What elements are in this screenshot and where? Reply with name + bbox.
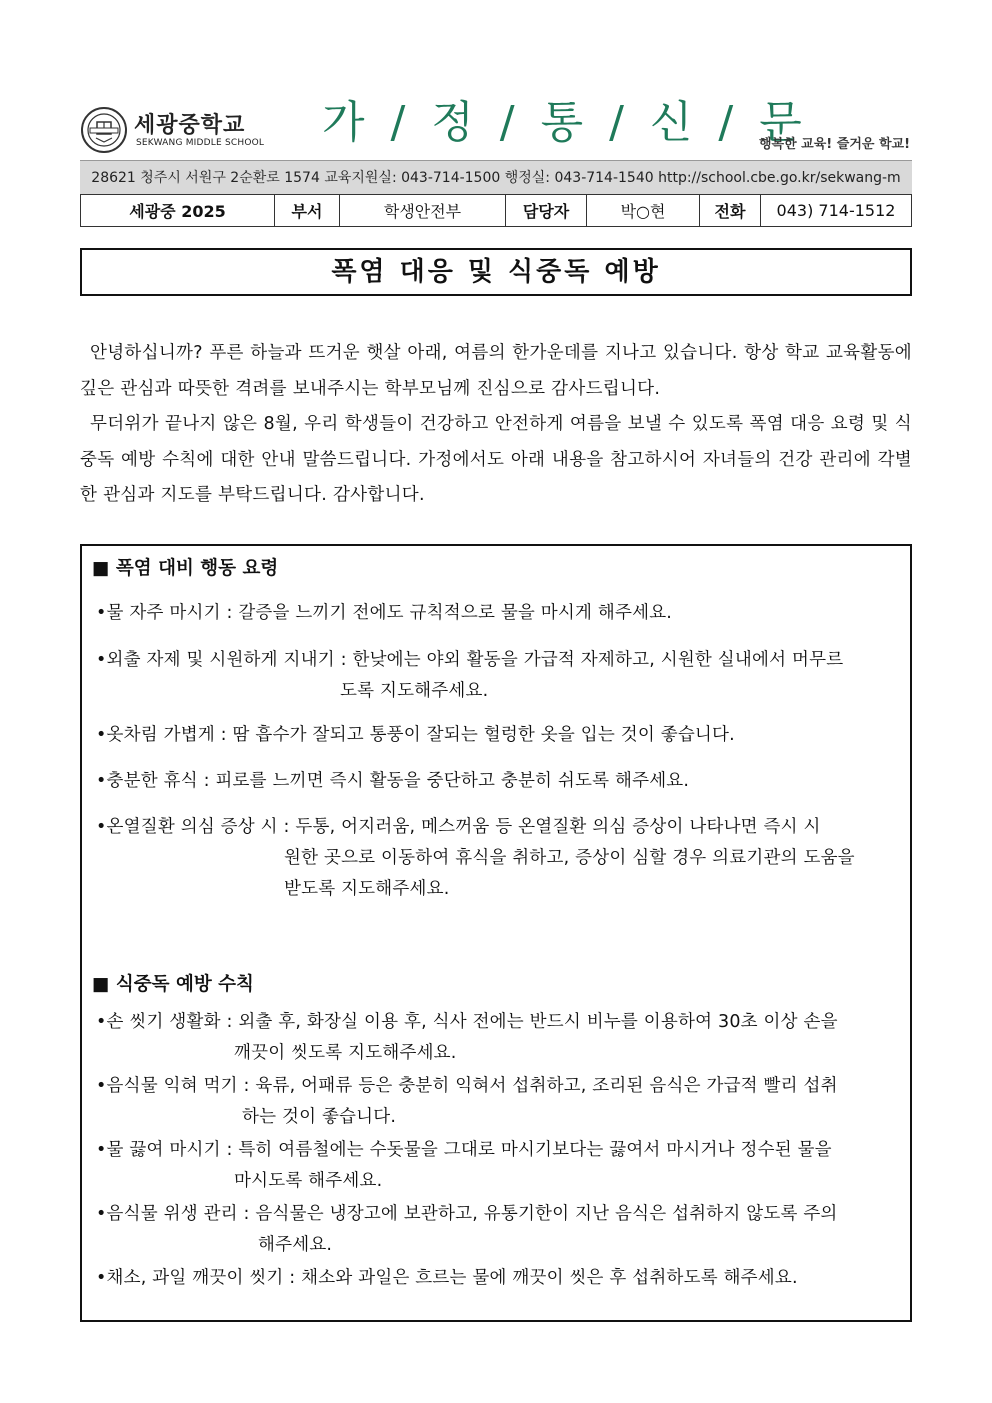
list-item: •음식물 위생 관리 : 음식물은 냉장고에 보관하고, 유통기한이 지난 음식은 섭취하지 않도록 주의 해주세요. [96, 1199, 904, 1261]
list-item: •외출 자제 및 시원하게 지내기 : 한낮에는 야외 활동을 가급적 자제하고, 시원한 실내에서 머무르 도록 지도해주세요. [96, 645, 904, 707]
intro-text [80, 336, 912, 514]
item-label: 옷차림 가볍게 : [106, 725, 233, 745]
item-text: 외출 후, 화장실 이용 후, 식사 전에는 반드시 비누를 이용하여 30초 이상 손을 [238, 1012, 838, 1032]
item-text: 한낮에는 야외 활동을 가급적 자제하고, 시원한 실내에서 머무르 [352, 650, 844, 670]
item-text: 채소와 과일은 흐르는 물에 깨끗이 씻은 후 섭취하도록 해주세요. [301, 1268, 798, 1288]
subject-title: 폭염 대응 및 식중독 예방 [80, 248, 912, 296]
issue-cell: 세광중 2025 [81, 195, 275, 227]
phone-label: 전화 [700, 195, 761, 227]
item-text-cont: 마시도록 해주세요. [234, 1171, 383, 1191]
item-label: 물 끓여 마시기 : [106, 1140, 239, 1160]
item-text: 두통, 어지러움, 메스꺼움 등 온열질환 의심 증상이 나타나면 즉시 시 [295, 817, 821, 837]
intro-paragraph: 안녕하십니까? 푸른 하늘과 뜨거운 햇살 아래, 여름의 한가운데를 지나고 있습니다. 항상 학교 교육활동에 깊은 관심과 따뜻한 격려를 보내주시는 학부모님께 진심으로 감사드립니다. [80, 343, 912, 399]
section-title-food-poisoning: ■ 식중독 예방 수칙 [92, 974, 254, 995]
item-label: 손 씻기 생활화 : [106, 1012, 239, 1032]
item-label: 충분한 휴식 : [106, 771, 216, 791]
guidelines-box [80, 544, 912, 1322]
list-item: •채소, 과일 깨끗이 씻기 : 채소와 과일은 흐르는 물에 깨끗이 씻은 후 섭취하도록 해주세요. [96, 1268, 798, 1288]
item-text: 음식물은 냉장고에 보관하고, 유통기한이 지난 음식은 섭취하지 않도록 주의 [255, 1204, 838, 1224]
item-text: 갈증을 느끼기 전에도 규칙적으로 물을 마시게 해주세요. [238, 603, 673, 623]
item-text: 피로를 느끼면 즉시 활동을 중단하고 충분히 쉬도록 해주세요. [215, 771, 690, 791]
intro-paragraph: 무더위가 끝나지 않은 8월, 우리 학생들이 건강하고 안전하게 여름을 보낼 수 있도록 폭염 대응 요령 및 식중독 예방 수칙에 대한 안내 말씀드립니다. 가정에서도 아래 내용을 참고하시어 자녀들의 건강 관리에 각별한 관심과 지도를 부탁드립니다. 감사합니다. [80, 414, 912, 505]
contact-label: 담당자 [506, 195, 587, 227]
item-label: 외출 자제 및 시원하게 지내기 : [106, 650, 353, 670]
item-text-cont: 깨끗이 씻도록 지도해주세요. [234, 1043, 457, 1063]
info-table [80, 194, 912, 227]
item-label: 물 자주 마시기 : [106, 603, 239, 623]
contact-value: 박○현 [587, 195, 700, 227]
item-text-cont: 원한 곳으로 이동하여 휴식을 취하고, 증상이 심할 경우 의료기관의 도움을 [284, 848, 855, 868]
item-text-cont: 해주세요. [258, 1235, 333, 1255]
dept-label: 부서 [275, 195, 340, 227]
address-bar: 28621 청주시 서원구 2순환로 1574 교육지원실: 043-714-1500 행정실: 043-714-1540 http://school.cbe.go.kr/sekwang-m [80, 160, 912, 195]
item-text-cont: 받도록 지도해주세요. [284, 879, 450, 899]
list-item: •음식물 익혀 먹기 : 육류, 어패류 등은 충분히 익혀서 섭취하고, 조리된 음식은 가급적 빨리 섭취 하는 것이 좋습니다. [96, 1071, 904, 1133]
item-text: 땀 흡수가 잘되고 통풍이 잘되는 헐렁한 옷을 입는 것이 좋습니다. [232, 725, 735, 745]
item-label: 음식물 위생 관리 : [106, 1204, 256, 1224]
school-logo [80, 104, 270, 156]
section-title-heatwave: ■ 폭염 대비 행동 요령 [92, 558, 279, 579]
page-title: 가 / 정 / 통 / 신 / 문 [322, 97, 808, 148]
item-label: 온열질환 의심 증상 시 : [106, 817, 296, 837]
list-item: •손 씻기 생활화 : 외출 후, 화장실 이용 후, 식사 전에는 반드시 비누를 이용하여 30초 이상 손을 깨끗이 씻도록 지도해주세요. [96, 1007, 904, 1069]
item-label: 음식물 익혀 먹기 : [106, 1076, 256, 1096]
slogan: 행복한 교육! 즐거운 학교! [758, 137, 910, 152]
school-name-en: SEKWANG MIDDLE SCHOOL [136, 138, 265, 148]
list-item: •옷차림 가볍게 : 땀 흡수가 잘되고 통풍이 잘되는 헐렁한 옷을 입는 것이 좋습니다. [96, 725, 735, 745]
phone-value: 043) 714-1512 [761, 195, 912, 227]
item-text-cont: 하는 것이 좋습니다. [242, 1107, 397, 1127]
item-text: 육류, 어패류 등은 충분히 익혀서 섭취하고, 조리된 음식은 가급적 빨리 섭취 [255, 1076, 838, 1096]
school-emblem-icon [80, 106, 128, 154]
dept-value: 학생안전부 [340, 195, 506, 227]
list-item: •충분한 휴식 : 피로를 느끼면 즉시 활동을 중단하고 충분히 쉬도록 해주세요. [96, 771, 690, 791]
item-label: 채소, 과일 깨끗이 씻기 : [106, 1268, 302, 1288]
item-text-cont: 도록 지도해주세요. [340, 681, 489, 701]
school-name: 세광중학교 [134, 113, 246, 138]
item-text: 특히 여름철에는 수돗물을 그대로 마시기보다는 끓여서 마시거나 정수된 물을 [238, 1140, 832, 1160]
list-item: •온열질환 의심 증상 시 : 두통, 어지러움, 메스꺼움 등 온열질환 의심 증상이 나타나면 즉시 시 원한 곳으로 이동하여 휴식을 취하고, 증상이 심할 경우 의료기관의 도움을 받도록 지도해주세요. [96, 812, 904, 905]
list-item: •물 끓여 마시기 : 특히 여름철에는 수돗물을 그대로 마시기보다는 끓여서 마시거나 정수된 물을 마시도록 해주세요. [96, 1135, 904, 1197]
list-item: •물 자주 마시기 : 갈증을 느끼기 전에도 규칙적으로 물을 마시게 해주세요. [96, 603, 673, 623]
